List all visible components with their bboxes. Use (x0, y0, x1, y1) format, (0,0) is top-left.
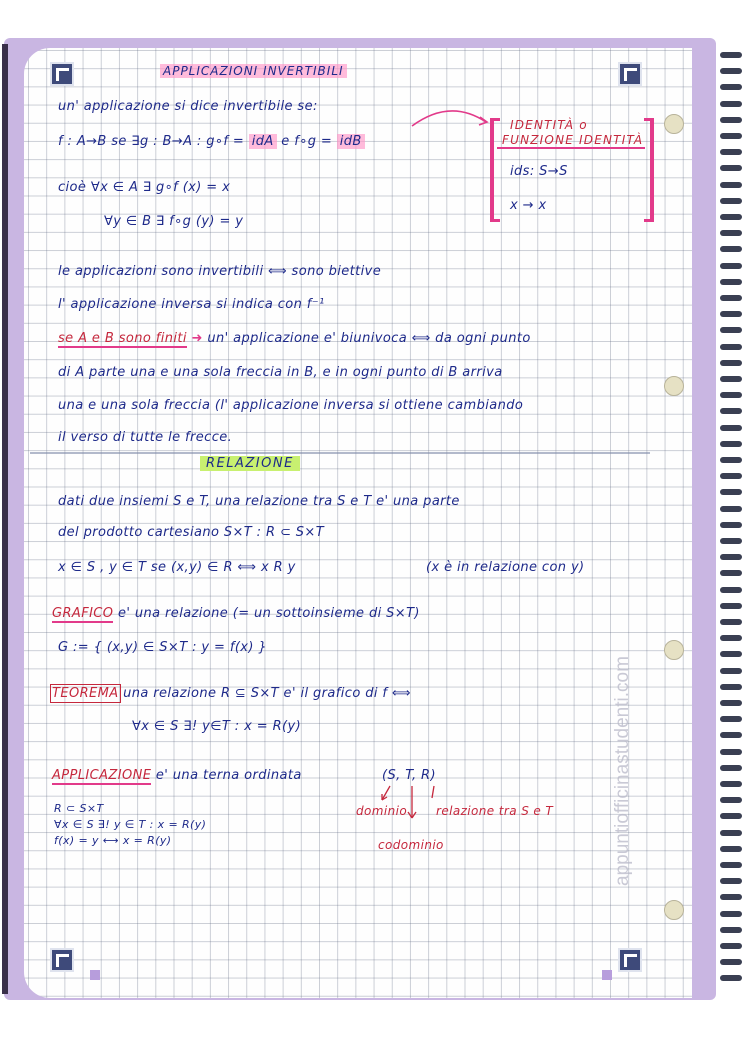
spiral-coil (720, 927, 742, 933)
spiral-coil (720, 246, 742, 252)
spiral-coil (720, 425, 742, 431)
text-line: il verso di tutte le frecce. (58, 430, 233, 445)
spiral-coil (720, 149, 742, 155)
spiral-coil (720, 732, 742, 738)
text-line (52, 768, 302, 783)
page-title: APPLICAZIONI INVERTIBILI (160, 64, 347, 78)
text-line (52, 606, 420, 621)
spiral-coil (720, 959, 742, 965)
spiral-coil (720, 311, 742, 317)
id-b-highlight: idB (337, 134, 365, 149)
text-line (58, 134, 365, 149)
spiral-coil (720, 441, 742, 447)
spiral-coil (720, 846, 742, 852)
punch-hole (664, 640, 684, 660)
punch-hole (664, 900, 684, 920)
spiral-coil (720, 975, 742, 981)
text-fragment: e' una terna ordinata (155, 768, 302, 783)
punch-hole (664, 376, 684, 396)
spiral-coil (720, 230, 742, 236)
spiral-coil (720, 327, 742, 333)
spiral-binding (720, 52, 744, 997)
text-line: (x è in relazione con y) (426, 560, 585, 575)
text-line: ∀x ∈ S ∃! y ∈ T : x = R(y) (54, 818, 207, 831)
text-line: x ∈ S , y ∈ T se (x,y) ∈ R ⟺ x R y (58, 560, 296, 575)
text-fragment: una relazione R ⊆ S×T e' il grafico di f ⟺ (123, 686, 411, 701)
identity-box-title-1: IDENTITÀ o (510, 118, 588, 132)
spiral-coil (720, 376, 742, 382)
identity-box-left-bracket (490, 118, 500, 222)
spiral-coil (720, 878, 742, 884)
identity-box-line-2: x → x (510, 198, 547, 213)
spiral-coil (720, 392, 742, 398)
spiral-coil (720, 117, 742, 123)
spiral-coil (720, 182, 742, 188)
text-line: cioè ∀x ∈ A ∃ g∘f (x) = x (58, 180, 231, 195)
spiral-coil (720, 862, 742, 868)
identity-box-line-1: ids: S→S (510, 164, 568, 179)
text-line: una e una sola freccia (l' applicazione inversa si ottiene cambiando (58, 398, 524, 413)
text-line (58, 331, 531, 346)
spiral-coil (720, 165, 742, 171)
arrow-right-icon: ➜ (191, 331, 203, 346)
spiral-coil (720, 214, 742, 220)
grafico-label: GRAFICO (52, 606, 114, 621)
notebook-edge (2, 44, 8, 994)
text-fragment: e f∘g = (281, 134, 333, 149)
text-line: ∀x ∈ S ∃! y∈T : x = R(y) (132, 719, 302, 734)
text-line (52, 686, 411, 701)
spiral-coil (720, 279, 742, 285)
spiral-coil (720, 68, 742, 74)
spiral-coil (720, 198, 742, 204)
spiral-coil (720, 668, 742, 674)
relazione-tra-label: relazione tra S e T (436, 804, 554, 818)
spiral-coil (720, 522, 742, 528)
spiral-coil (720, 635, 742, 641)
text-line: di A parte una e una sola freccia in B, e in ogni punto di B arriva (58, 365, 503, 380)
spiral-coil (720, 133, 742, 139)
spiral-coil (720, 797, 742, 803)
applicazione-label: APPLICAZIONE (52, 768, 152, 783)
spiral-coil (720, 344, 742, 350)
dominio-label: dominio (356, 804, 408, 818)
spiral-coil (720, 781, 742, 787)
spiral-coil (720, 684, 742, 690)
spiral-coil (720, 603, 742, 609)
text-line: le applicazioni sono invertibili ⟺ sono biettive (58, 264, 382, 279)
spiral-coil (720, 813, 742, 819)
spiral-coil (720, 263, 742, 269)
text-line: dati due insiemi S e T, una relazione tra S e T e' una parte (58, 494, 460, 509)
text-line: G := { (x,y) ∈ S×T : y = f(x) } (58, 640, 268, 655)
spiral-coil (720, 587, 742, 593)
punch-hole (664, 114, 684, 134)
corner-mark-bottom-left (50, 948, 74, 972)
text-line: R ⊂ S×T (54, 802, 104, 815)
spiral-coil (720, 538, 742, 544)
identity-box-title-2: FUNZIONE IDENTITÀ (502, 133, 644, 147)
spiral-coil (720, 554, 742, 560)
text-fragment: f : A→B se ∃g : B→A : g∘f = (58, 134, 245, 149)
spiral-coil (720, 700, 742, 706)
arrow-to-box-icon (410, 104, 490, 134)
text-line: ∀y ∈ B ∃ f∘g (y) = y (104, 214, 244, 229)
id-a-highlight: idA (249, 134, 277, 149)
corner-mark-bottom-right (618, 948, 642, 972)
teorema-label: TEOREMA (52, 686, 119, 701)
watermark-text: appuntiofficinastudenti.com (612, 656, 633, 886)
spiral-coil (720, 570, 742, 576)
ordered-triple: (S, T, R) (382, 768, 436, 783)
spiral-coil (720, 716, 742, 722)
corner-mark-top-left (50, 62, 74, 86)
corner-square (602, 970, 612, 980)
spiral-coil (720, 473, 742, 479)
corner-mark-top-right (618, 62, 642, 86)
spiral-coil (720, 619, 742, 625)
spiral-coil (720, 506, 742, 512)
relazione-heading: RELAZIONE (200, 456, 300, 471)
codominio-label: codominio (378, 838, 444, 852)
section-divider (30, 452, 650, 454)
spiral-coil (720, 749, 742, 755)
spiral-coil (720, 360, 742, 366)
finite-sets-condition: se A e B sono finiti (58, 331, 187, 346)
spiral-coil (720, 52, 742, 58)
text-line: l' applicazione inversa si indica con f⁻¹ (58, 297, 325, 312)
spiral-coil (720, 457, 742, 463)
text-fragment: un' applicazione e' biunivoca ⟺ da ogni punto (207, 331, 531, 346)
identity-box-right-bracket (644, 118, 654, 222)
corner-square (90, 970, 100, 980)
watermark (608, 530, 636, 890)
spiral-coil (720, 830, 742, 836)
text-line: del prodotto cartesiano S×T : R ⊂ S×T (58, 525, 325, 540)
spiral-coil (720, 101, 742, 107)
spiral-coil (720, 408, 742, 414)
identity-box-divider (497, 147, 645, 149)
spiral-coil (720, 651, 742, 657)
spiral-coil (720, 295, 742, 301)
spiral-coil (720, 489, 742, 495)
text-line: f(x) = y ⟷ x = R(y) (54, 834, 172, 847)
text-fragment: e' una relazione (= un sottoinsieme di S×T) (117, 606, 420, 621)
spiral-coil (720, 943, 742, 949)
spiral-coil (720, 894, 742, 900)
text-line: un' applicazione si dice invertibile se: (58, 99, 318, 114)
spiral-coil (720, 911, 742, 917)
spiral-coil (720, 84, 742, 90)
spiral-coil (720, 765, 742, 771)
